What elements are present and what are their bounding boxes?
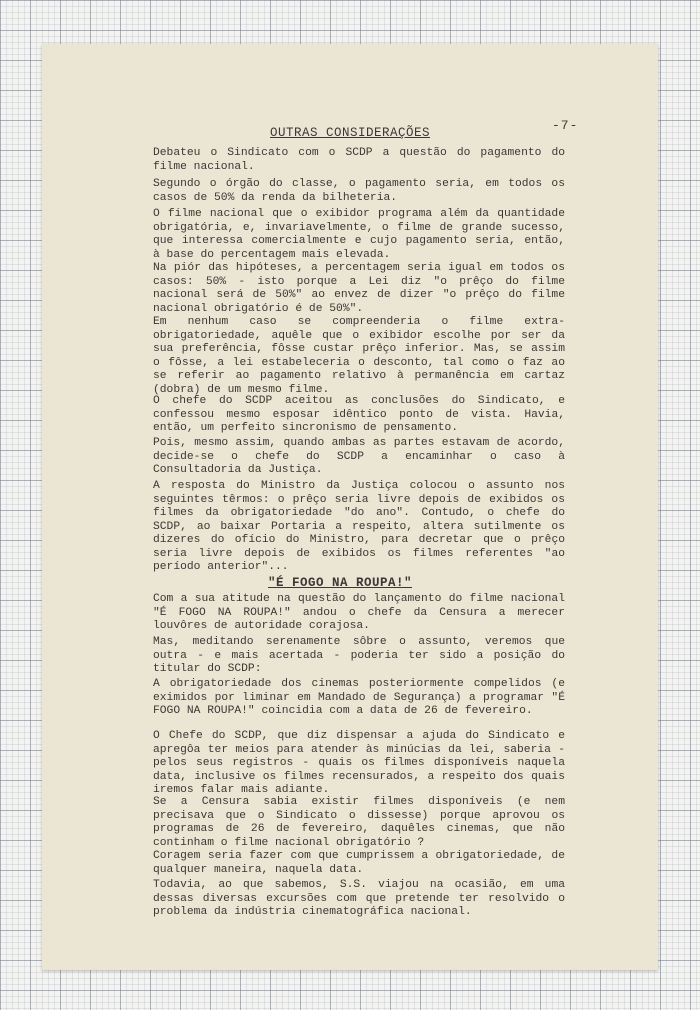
paragraph: O filme nacional que o exibidor programa além da quantidade obrigatória, e, invariavelmente, o filme de grande sucesso, que interessa comercialmente e cujo pagamento seria, então, à base do percentagem mais elevada. bbox=[153, 208, 565, 261]
section2-title: "É FOGO NA ROUPA!" bbox=[268, 576, 413, 590]
paragraph: Mas, meditando serenamente sôbre o assunto, veremos que outra - e mais acertada - poderia ter sido a posição do titular do SCDP: bbox=[153, 636, 565, 675]
paragraph: Se a Censura sabia existir filmes disponíveis (e nem precisava que o Sindicato o dissesse) porque aprovou os programas de 26 de fevereiro, daquêles cinemas, que não continham o filme nacional obrigatório ? bbox=[153, 796, 565, 849]
page-number: -7- bbox=[552, 118, 579, 133]
paragraph: Debateu o Sindicato com o SCDP a questão do pagamento do filme nacional. bbox=[153, 147, 565, 173]
paragraph: Coragem seria fazer com que cumprissem a obrigatoriedade, de qualquer maneira, naquela data. bbox=[153, 850, 565, 876]
paragraph: Com a sua atitude na questão do lançamento do filme nacional "É FOGO NA ROUPA!" andou o chefe da Censura a merecer louvôres de autoridade corajosa. bbox=[153, 593, 565, 632]
paragraph: Segundo o órgão do classe, o pagamento seria, em todos os casos de 50% da renda da bilheteria. bbox=[153, 178, 565, 204]
paragraph: Pois, mesmo assim, quando ambas as partes estavam de acordo, decide-se o chefe do SCDP a encaminhar o caso à Consultadoria da Justiça. bbox=[153, 437, 565, 476]
section-title: OUTRAS CONSIDERAÇÕES bbox=[270, 126, 431, 140]
paragraph: A obrigatoriedade dos cinemas posteriormente compelidos (e eximidos por liminar em Mandado de Segurança) a programar "É FOGO NA ROUPA!" coincidia com a data de 26 de fevereiro. bbox=[153, 678, 565, 717]
paragraph: O chefe do SCDP aceitou as conclusões do Sindicato, e confessou mesmo esposar idêntico ponto de vista. Havia, então, um perfeito sincronismo de pensamento. bbox=[153, 395, 565, 434]
paragraph: Na piór das hipóteses, a percentagem seria igual em todos os casos: 50% - isto porque a Lei diz "o prêço do filme nacional será de 50%" ao envez de dizer "o prêço do filme nacional obrigatório é de 50%". bbox=[153, 262, 565, 315]
paragraph: Todavia, ao que sabemos, S.S. viajou na ocasião, em uma dessas diversas excursões com que pretende ter resolvido o problema da indústria cinematográfica nacional. bbox=[153, 879, 565, 918]
paragraph: O Chefe do SCDP, que diz dispensar a ajuda do Sindicato e apregôa ter meios para atender às minúcias da lei, saberia - pelos seus registros - quais os filmes disponíveis naquela data, inclusive os filmes recensurados, a respeito dos quais iremos falar mais adiante. bbox=[153, 730, 565, 796]
paragraph: Em nenhum caso se compreenderia o filme extra-obrigatoriedade, aquêle que o exibidor escolhe por ser da sua preferência, fôsse custar prêço inferior. Mas, se assim o fôsse, a lei estabeleceria o desconto, tal como o faz ao se referir ao pagamento relativo à permanência em cartaz (dobra) de um mesmo filme. bbox=[153, 316, 565, 396]
paragraph: A resposta do Ministro da Justiça colocou o assunto nos seguintes têrmos: o prêço seria livre depois de exibidos os filmes da obrigatoriedade "do ano". Contudo, o chefe do SCDP, ao baixar Portaria a respeito, altera sutilmente os dizeres do ofício do Ministro, para decretar que o prêço seria livre depois de exibidos os filmes referentes "ao período anterior"... bbox=[153, 480, 565, 573]
